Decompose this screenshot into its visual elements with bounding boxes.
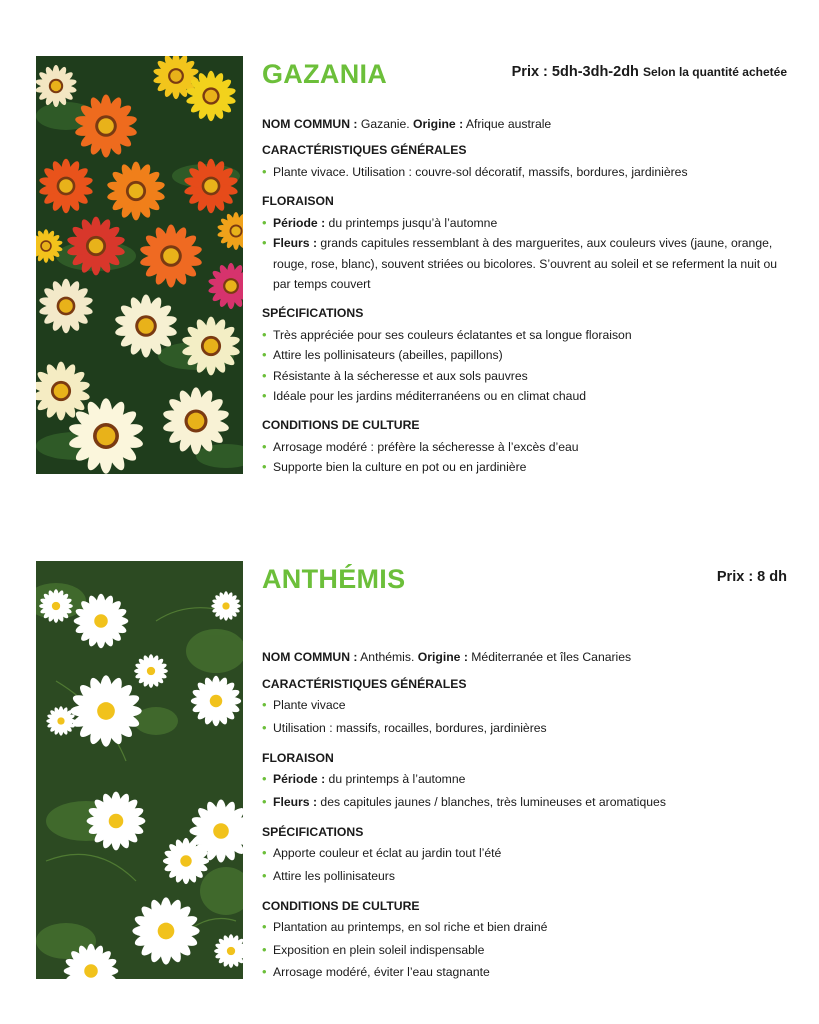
list-item: • Fleurs : grands capitules ressemblant à des marguerites, aux couleurs vives (jaune, orange, rouge, rose, blanc), souvent striées ou bicolores. S’ouvrent au soleil et se referment la nuit ou par temps couvert: [262, 233, 787, 295]
common-name-label: NOM COMMUN :: [262, 650, 358, 664]
general-list: [262, 694, 787, 739]
section-heading: FLORAISON: [262, 193, 334, 208]
list-item: • Exposition en plein soleil indispensable: [262, 939, 787, 962]
gazania-header: [262, 58, 787, 92]
flower-illustration: [87, 792, 146, 851]
common-name-value: Anthémis.: [360, 650, 415, 664]
price: [512, 64, 787, 80]
section-heading: SPÉCIFICATIONS: [262, 825, 364, 839]
specifications-list: [262, 325, 787, 407]
price-label: Prix : 8 dh: [716, 569, 787, 585]
list-item: • Plantation au printemps, en sol riche et bien drainé: [262, 916, 787, 939]
common-name-label: NOM COMMUN :: [262, 117, 358, 131]
plant-title: ANTHÉMIS: [262, 564, 406, 594]
flower-illustration: [211, 591, 240, 620]
list-item: • Arrosage modéré : préfère la sécheresse à l’excès d’eau: [262, 437, 787, 458]
flowering-list: [262, 213, 787, 295]
list-item: • Attire les pollinisateurs (abeilles, papillons): [262, 345, 787, 366]
common-name-line: [262, 116, 787, 132]
list-item: • Plante vivace: [262, 694, 787, 717]
origin-label: Origine :: [417, 650, 468, 664]
plant-title: GAZANIA: [262, 59, 388, 89]
list-item: • Attire les pollinisateurs: [262, 865, 787, 888]
flower-illustration: [132, 897, 199, 964]
common-name-value: Gazanie.: [360, 117, 410, 131]
flower-illustration: [163, 838, 209, 884]
gazania-section: [262, 58, 787, 478]
general-list: [262, 162, 787, 183]
flower-illustration: [70, 675, 141, 746]
list-item: • Arrosage modéré, éviter l’eau stagnante: [262, 961, 787, 984]
gazania-photo: [36, 56, 243, 474]
list-item: • Idéale pour les jardins méditerranéens ou en climat chaud: [262, 386, 787, 407]
specifications-list: [262, 842, 787, 887]
section-heading: CONDITIONS DE CULTURE: [262, 899, 420, 913]
section-heading: CARACTÉRISTIQUES GÉNÉRALES: [262, 143, 467, 157]
list-item: • Très appréciée pour ses couleurs éclatantes et sa longue floraison: [262, 325, 787, 346]
list-item: • Supporte bien la culture en pot ou en jardinière: [262, 457, 787, 478]
origin-label: Origine :: [413, 117, 464, 131]
list-item: • Période : du printemps jusqu’à l’automne: [262, 213, 787, 234]
price-label: Prix : 5dh-3dh-2dh: [511, 64, 639, 80]
common-name-line: [262, 649, 787, 665]
flower-illustration: [74, 594, 129, 649]
list-item: • Résistante à la sécheresse et aux sols pauvres: [262, 366, 787, 387]
flower-illustration: [39, 589, 73, 623]
list-item: • Période : du printemps à l’automne: [262, 768, 787, 791]
list-item: • Utilisation : massifs, rocailles, bordures, jardinières: [262, 717, 787, 740]
section-heading: FLORAISON: [262, 751, 334, 765]
anthemis-header: [262, 563, 787, 597]
section-heading: CARACTÉRISTIQUES GÉNÉRALES: [262, 677, 467, 691]
culture-list: [262, 437, 787, 478]
list-item: • Fleurs : des capitules jaunes / blanches, très lumineuses et aromatiques: [262, 791, 787, 814]
section-heading: SPÉCIFICATIONS: [262, 305, 364, 320]
price-note: Selon la quantité achetée: [642, 65, 787, 79]
list-item: • Plante vivace. Utilisation : couvre-sol décoratif, massifs, bordures, jardinières: [262, 162, 787, 183]
origin-value: Méditerranée et îles Canaries: [471, 650, 632, 664]
anthemis-section: [262, 563, 787, 984]
flower-illustration: [46, 706, 75, 735]
section-heading: CONDITIONS DE CULTURE: [262, 417, 420, 432]
list-item: • Apporte couleur et éclat au jardin tout l’été: [262, 842, 787, 865]
flower-illustration: [134, 654, 168, 688]
origin-value: Afrique australe: [465, 117, 552, 131]
anthemis-photo: [36, 561, 243, 979]
flowering-list: [262, 768, 787, 813]
price: [717, 569, 787, 585]
flower-illustration: [191, 676, 241, 726]
culture-list: [262, 916, 787, 984]
